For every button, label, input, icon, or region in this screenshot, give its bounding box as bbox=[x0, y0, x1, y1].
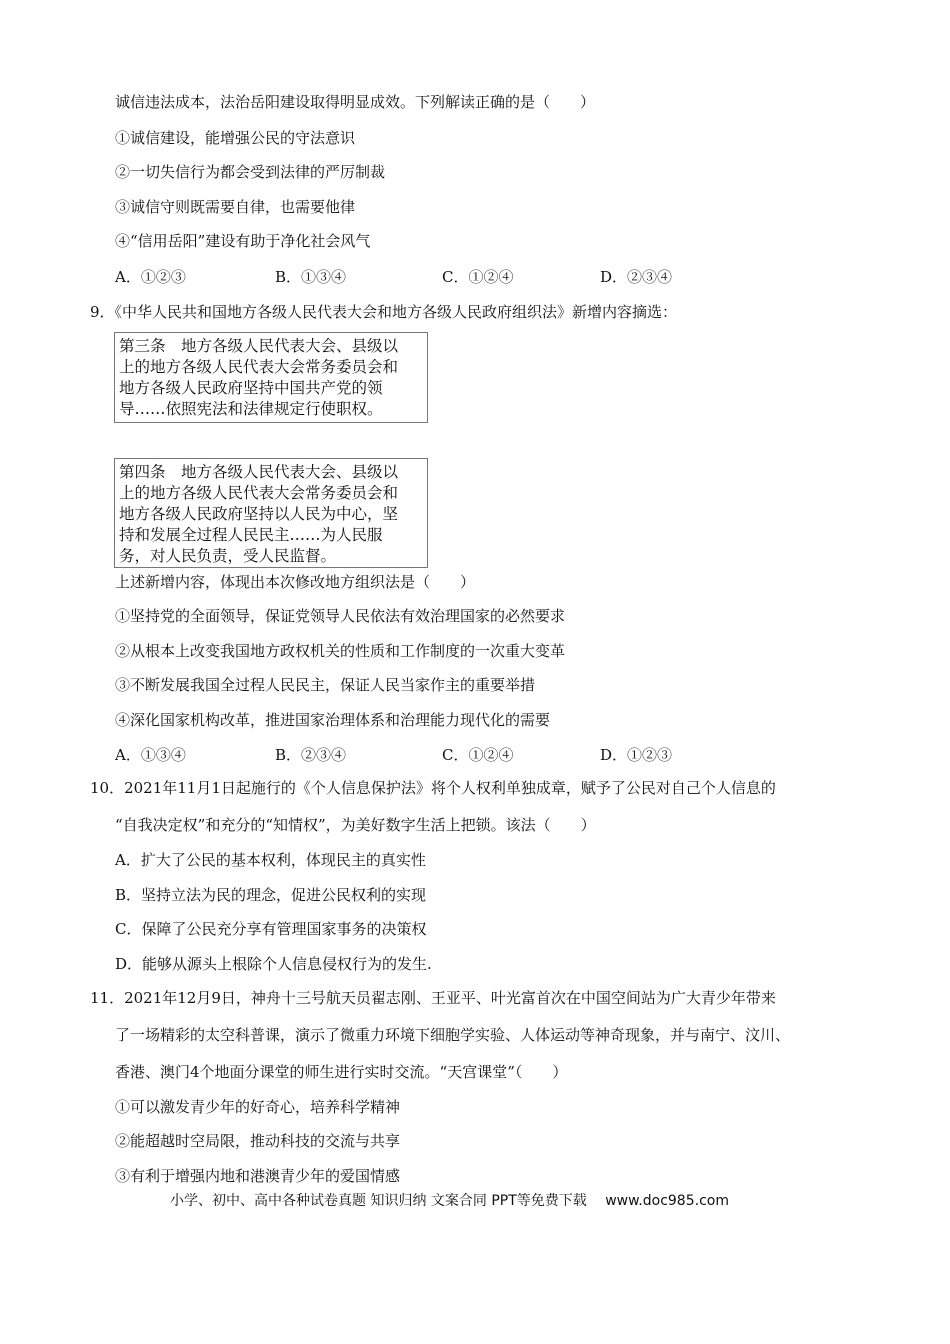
q9-box1-line: 地方各级人民政府坚持中国共产党的领 bbox=[119, 379, 383, 397]
q8-item-2: ②一切失信行为都会受到法律的严厉制裁 bbox=[115, 163, 386, 181]
q9-excerpt-box-2 bbox=[114, 458, 428, 568]
q9-box2-line: 第四条 地方各级人民代表大会、县级以 bbox=[119, 463, 399, 481]
q8-item-4: ④“信用岳阳”建设有助于净化社会风气 bbox=[115, 232, 371, 250]
q8-option-c: C．①②④ bbox=[442, 268, 514, 286]
q11-item-1: ①可以激发青少年的好奇心，培养科学精神 bbox=[115, 1098, 401, 1116]
q10-option-c: C．保障了公民充分享有管理国家事务的决策权 bbox=[115, 920, 427, 938]
q10-stem-line-1: 10．2021年11月1日起施行的《个人信息保护法》将个人权利单独成章，赋予了公民对自己个人信息的 bbox=[90, 779, 776, 797]
q9-item-2: ②从根本上改变我国地方政权机关的性质和工作制度的一次重大变革 bbox=[115, 642, 566, 660]
q10-option-d: D．能够从源头上根除个人信息侵权行为的发生. bbox=[115, 955, 432, 973]
q10-option-b: B．坚持立法为民的理念，促进公民权利的实现 bbox=[115, 886, 427, 904]
q9-box2-line: 持和发展全过程人民民主……为人民服 bbox=[119, 526, 383, 544]
q11-item-2: ②能超越时空局限，推动科技的交流与共享 bbox=[115, 1132, 401, 1150]
q9-question: 上述新增内容，体现出本次修改地方组织法是（ ） bbox=[115, 573, 476, 591]
q9-option-a: A．①③④ bbox=[115, 746, 186, 764]
q9-box2-line: 地方各级人民政府坚持以人民为中心，坚 bbox=[119, 505, 399, 523]
q9-stem: 9．《中华人民共和国地方各级人民代表大会和地方各级人民政府组织法》新增内容摘选： bbox=[90, 303, 678, 321]
q11-stem-line-1: 11．2021年12月9日，神舟十三号航天员翟志刚、王亚平、叶光富首次在中国空间站为广大青少年带来 bbox=[90, 989, 776, 1007]
q9-item-3: ③不断发展我国全过程人民民主，保证人民当家作主的重要举措 bbox=[115, 676, 536, 694]
q9-option-c: C．①②④ bbox=[442, 746, 514, 764]
q8-option-b: B．①③④ bbox=[275, 268, 347, 286]
q8-option-a: A．①②③ bbox=[115, 268, 186, 286]
q10-option-a: A．扩大了公民的基本权利，体现民主的真实性 bbox=[115, 851, 426, 869]
q11-stem-line-3: 香港、澳门4个地面分课堂的师生进行实时交流。“天宫课堂”（ ） bbox=[115, 1063, 568, 1081]
q9-box1-line: 第三条 地方各级人民代表大会、县级以 bbox=[119, 337, 399, 355]
q9-option-d: D．①②③ bbox=[600, 746, 673, 764]
q11-stem-line-2: 了一场精彩的太空科普课，演示了微重力环境下细胞学实验、人体运动等神奇现象，并与南宁、汶川、 bbox=[115, 1026, 791, 1044]
q9-item-1: ①坚持党的全面领导，保证党领导人民依法有效治理国家的必然要求 bbox=[115, 607, 566, 625]
q8-stem-tail: 诚信违法成本，法治岳阳建设取得明显成效。下列解读正确的是（ ） bbox=[115, 93, 596, 111]
q9-box2-line: 上的地方各级人民代表大会常务委员会和 bbox=[119, 484, 399, 502]
q8-option-d: D．②③④ bbox=[600, 268, 673, 286]
q9-excerpt-box-1 bbox=[114, 332, 428, 423]
q9-box1-line: 导……依照宪法和法律规定行使职权。 bbox=[119, 400, 383, 418]
q8-item-3: ③诚信守则既需要自律，也需要他律 bbox=[115, 198, 356, 216]
q10-stem-line-2: “自我决定权”和充分的“知情权”，为美好数字生活上把锁。该法（ ） bbox=[115, 816, 596, 834]
page-footer: 小学、初中、高中各种试卷真题 知识归纳 文案合同 PPT等免费下载 www.doc985.com bbox=[170, 1193, 729, 1209]
q11-item-3: ③有利于增强内地和港澳青少年的爱国情感 bbox=[115, 1167, 401, 1185]
q9-box2-line: 务，对人民负责，受人民监督。 bbox=[119, 547, 337, 565]
q9-option-b: B．②③④ bbox=[275, 746, 347, 764]
q9-box1-line: 上的地方各级人民代表大会常务委员会和 bbox=[119, 358, 399, 376]
q8-item-1: ①诚信建设，能增强公民的守法意识 bbox=[115, 129, 356, 147]
q9-item-4: ④深化国家机构改革，推进国家治理体系和治理能力现代化的需要 bbox=[115, 711, 551, 729]
